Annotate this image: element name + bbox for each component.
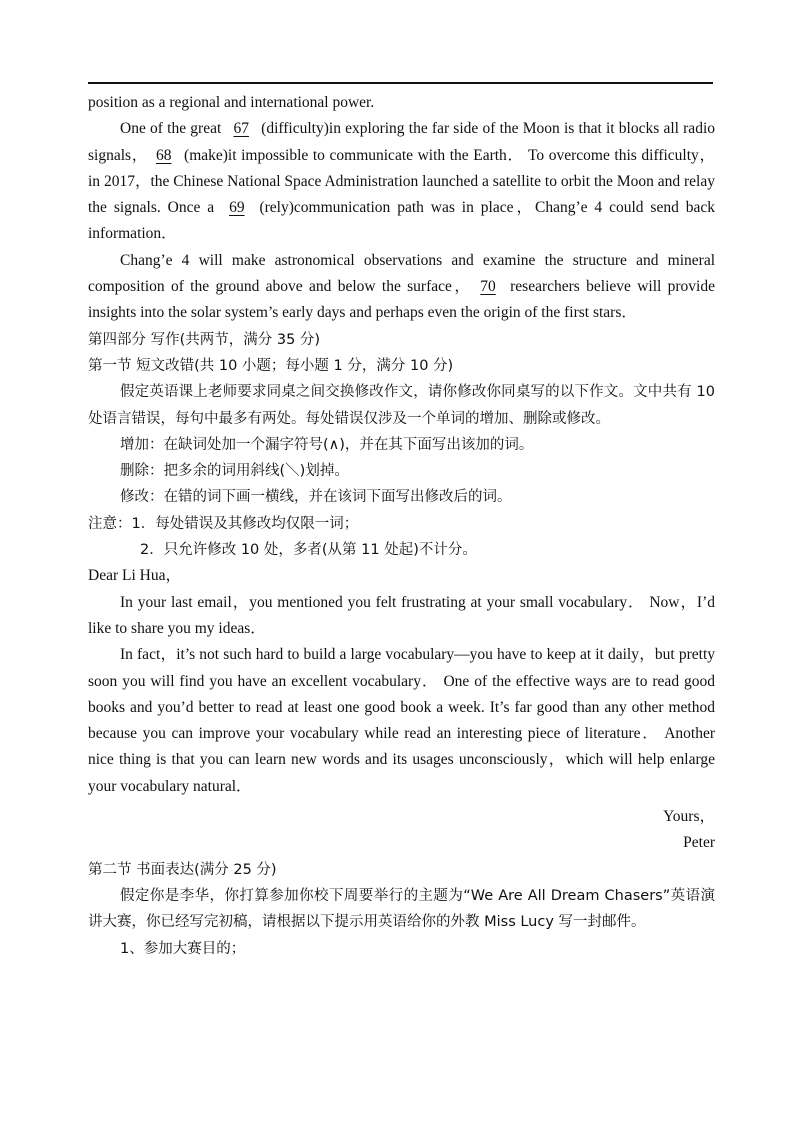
passage-paragraph-1	[88, 116, 715, 247]
writing-prompt: 假定你是李华，你打算参加你校下周要举行的主题为“We Are All Dream Chasers”英语演讲大赛，你已经写完初稿，请根据以下提示用英语给你的外教 Miss Lucy 写一封邮件。	[88, 887, 715, 931]
exam-page	[88, 90, 715, 962]
blank-70: 70	[480, 278, 496, 296]
section-heading: 第二节 书面表达(满分 25 分)	[88, 861, 277, 878]
section-heading: 第一节 短文改错(共 10 小题；每小题 1 分，满分 10 分)	[88, 357, 454, 374]
passage-text: (difficulty)in exploring the far side of the Moon is that it blocks all radio signals，	[88, 120, 715, 164]
note-1: 注意：1．每处错误及其修改均仅限一词；	[88, 515, 359, 532]
instructions-intro: 假定英语课上老师要求同桌之间交换修改作文，请你修改你同桌写的以下作文。文中共有 10 处语言错误，每句中最多有两处。每处错误仅涉及一个单词的增加、删除或修改。	[88, 384, 715, 427]
passage-text: Chang’e 4 will make astronomical observations and examine the structure and mineral composition of the ground above and below the surface，	[88, 251, 715, 296]
note-2: 2．只允许修改 10 处，多者(从第 11 处起)不计分。	[140, 542, 477, 559]
passage-text: (rely)communication path was in place，Chang’e 4 could send back information．	[88, 199, 715, 243]
instruction-add: 增加：在缺词处加一个漏字符号(∧)，并在其下面写出该加的词。	[120, 436, 534, 453]
passage-text: (make)it impossible to communicate with the Earth． To overcome this difficulty，in 2017，the Chinese National Space Administration launched a satellite to orbit the Moon and relay the signals. Once a	[88, 146, 715, 217]
passage-text: One of the great	[120, 120, 226, 138]
letter-closing: Yours，	[663, 808, 715, 826]
instruction-delete: 删除：把多余的词用斜线(＼)划掉。	[120, 463, 349, 480]
blank-67: 67	[233, 120, 249, 138]
blank-69: 69	[229, 199, 245, 217]
letter-paragraph-1: In your last email，you mentioned you felt frustrating at your small vocabulary． Now，I’d like to share you my ideas．	[88, 593, 715, 637]
blank-68: 68	[155, 146, 172, 164]
letter-signature: Peter	[683, 834, 715, 852]
writing-item-1: 1、参加大赛目的；	[120, 940, 246, 957]
instruction-modify: 修改：在错的词下画一横线，并在该词下面写出修改后的词。	[120, 489, 512, 506]
passage-paragraph-2	[88, 248, 715, 327]
part-heading: 第四部分 写作(共两节，满分 35 分)	[88, 331, 321, 348]
passage-text: researchers believe will provide insights into the solar system’s early days and perhaps even the origin of the first stars．	[88, 278, 715, 322]
passage-line: position as a regional and international power.	[88, 94, 375, 111]
header-rule	[88, 82, 713, 84]
letter-salutation: Dear Li Hua，	[88, 567, 181, 585]
letter-paragraph-2: In fact，it’s not such hard to build a large vocabulary—you have to keep at it daily，but pretty soon you will find you have an excellent vocabulary． One of the effective ways are to read good books and you’d better to read at least one good book a week. It’s far good than any other method because you can improve your vocabulary while read an interesting piece of literature． Another nice thing is that you can learn new words and its usages unconsciously，which will help enlarge your vocabulary natural．	[88, 646, 715, 795]
